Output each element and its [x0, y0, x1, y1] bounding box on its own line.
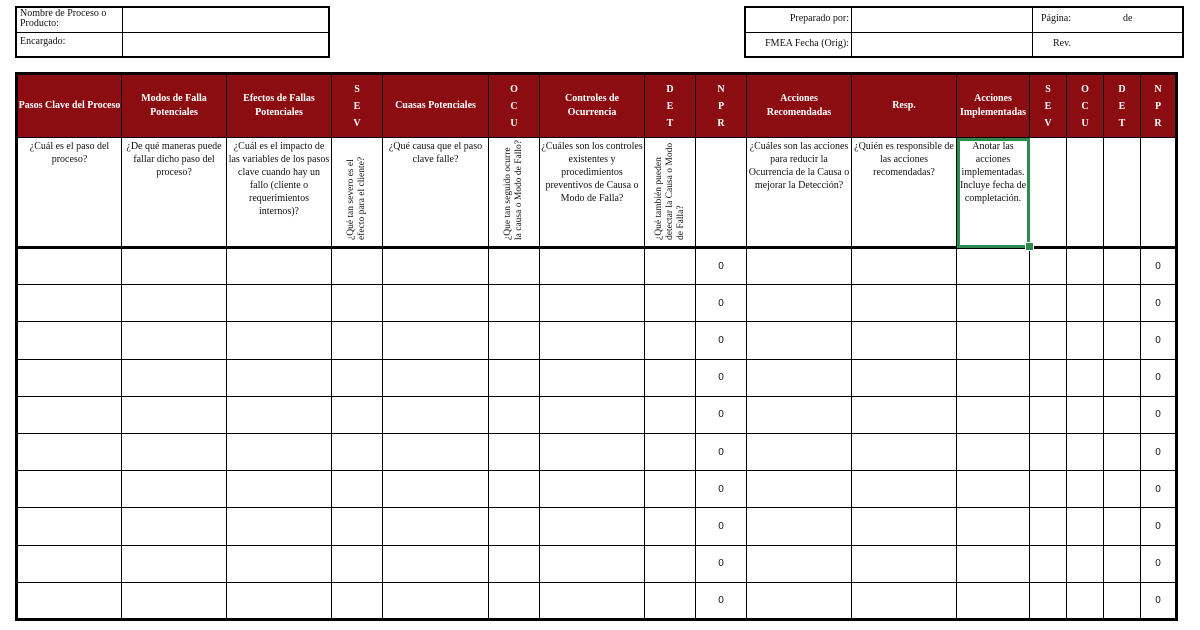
- prepared-by-cell[interactable]: [851, 8, 1033, 32]
- cell-implemented-action[interactable]: [957, 582, 1030, 619]
- cell-recommended-action[interactable]: [747, 248, 852, 285]
- table-row: [17, 396, 1177, 433]
- cell-severity[interactable]: [332, 285, 383, 322]
- cell-rpn[interactable]: 0: [696, 471, 747, 508]
- cell-detection-2[interactable]: [1104, 322, 1141, 359]
- cell-failure-effect[interactable]: [227, 545, 332, 582]
- table-row: [17, 248, 1177, 285]
- guide-rpn-2[interactable]: [1141, 138, 1177, 248]
- header-row: [17, 74, 1177, 138]
- col-header-detection-2[interactable]: D E T: [1104, 74, 1141, 138]
- cell-detection[interactable]: [645, 396, 696, 433]
- cell-responsible[interactable]: [852, 396, 957, 433]
- fmea-date-label: FMEA Fecha (Orig):: [765, 38, 849, 49]
- cell-occurrence-2[interactable]: [1067, 359, 1104, 396]
- table-row: [17, 285, 1177, 322]
- data-rows: [17, 248, 1177, 620]
- cell-detection-2[interactable]: [1104, 545, 1141, 582]
- col-header-failure-effects[interactable]: Efectos de Fallas Potenciales: [227, 74, 332, 138]
- cell-severity[interactable]: [332, 359, 383, 396]
- fmea-date-cell[interactable]: [851, 33, 1033, 57]
- cell-occurrence-2[interactable]: [1067, 322, 1104, 359]
- cell-implemented-action[interactable]: [957, 508, 1030, 545]
- cell-rpn-2[interactable]: 0: [1141, 582, 1177, 619]
- cell-rpn[interactable]: 0: [696, 359, 747, 396]
- fill-handle[interactable]: [1025, 242, 1034, 251]
- cell-recommended-action[interactable]: [747, 471, 852, 508]
- cell-rpn[interactable]: 0: [696, 396, 747, 433]
- cell-cause[interactable]: [383, 359, 489, 396]
- cell-cause[interactable]: [383, 471, 489, 508]
- cell-detection-2[interactable]: [1104, 359, 1141, 396]
- cell-occurrence-2[interactable]: [1067, 433, 1104, 470]
- cell-control[interactable]: [540, 322, 645, 359]
- cell-occurrence[interactable]: [489, 433, 540, 470]
- cell-detection-2[interactable]: [1104, 248, 1141, 285]
- guide-implemented-actions[interactable]: [957, 138, 1030, 248]
- cell-recommended-action[interactable]: [747, 396, 852, 433]
- guide-severity-2[interactable]: [1030, 138, 1067, 248]
- col-header-recommended-actions[interactable]: Acciones Recomendadas: [747, 74, 852, 138]
- guide-detection[interactable]: [645, 138, 696, 248]
- cell-rpn[interactable]: 0: [696, 582, 747, 619]
- cell-process-step[interactable]: [17, 359, 122, 396]
- cell-process-step[interactable]: [17, 582, 122, 619]
- cell-failure-mode[interactable]: [122, 508, 227, 545]
- cell-cause[interactable]: [383, 508, 489, 545]
- cell-failure-mode[interactable]: [122, 322, 227, 359]
- cell-responsible[interactable]: [852, 248, 957, 285]
- cell-responsible[interactable]: [852, 582, 957, 619]
- cell-implemented-action[interactable]: [957, 396, 1030, 433]
- cell-detection[interactable]: [645, 248, 696, 285]
- fmea-table: [15, 72, 1178, 621]
- cell-responsible[interactable]: [852, 359, 957, 396]
- guide-occurrence-2[interactable]: [1067, 138, 1104, 248]
- cell-control[interactable]: [540, 359, 645, 396]
- cell-occurrence-2[interactable]: [1067, 248, 1104, 285]
- cell-cause[interactable]: [383, 322, 489, 359]
- cell-severity-2[interactable]: [1030, 322, 1067, 359]
- cell-severity[interactable]: [332, 322, 383, 359]
- guide-responsible[interactable]: ¿Quién es responsible de las acciones recomendadas?: [852, 138, 957, 248]
- cell-responsible[interactable]: [852, 471, 957, 508]
- cell-rpn[interactable]: 0: [696, 322, 747, 359]
- cell-cause[interactable]: [383, 582, 489, 619]
- cell-severity-2[interactable]: [1030, 545, 1067, 582]
- cell-responsible[interactable]: [852, 433, 957, 470]
- cell-occurrence[interactable]: [489, 545, 540, 582]
- cell-implemented-action[interactable]: [957, 359, 1030, 396]
- cell-failure-mode[interactable]: [122, 433, 227, 470]
- cell-severity[interactable]: [332, 433, 383, 470]
- guide-implemented-text: Anotar las acciones implementadas. Incluye fecha de completación.: [959, 141, 1027, 204]
- table-row: [17, 322, 1177, 359]
- cell-responsible[interactable]: [852, 508, 957, 545]
- cell-control[interactable]: [540, 545, 645, 582]
- cell-cause[interactable]: [383, 285, 489, 322]
- page-cell[interactable]: [1033, 8, 1182, 32]
- cell-rpn[interactable]: 0: [696, 508, 747, 545]
- cell-occurrence-2[interactable]: [1067, 582, 1104, 619]
- cell-severity-2[interactable]: [1030, 582, 1067, 619]
- cell-detection[interactable]: [645, 285, 696, 322]
- cell-occurrence-2[interactable]: [1067, 508, 1104, 545]
- cell-failure-effect[interactable]: [227, 322, 332, 359]
- guide-occurrence-text: ¿Que tan seguido ocurre la causa o Modo de Fallo?: [503, 140, 524, 240]
- page-label: Página:: [1041, 13, 1071, 24]
- cell-implemented-action[interactable]: [957, 433, 1030, 470]
- cell-rpn-2[interactable]: 0: [1141, 248, 1177, 285]
- cell-occurrence-2[interactable]: [1067, 471, 1104, 508]
- cell-control[interactable]: [540, 471, 645, 508]
- cell-recommended-action[interactable]: [747, 582, 852, 619]
- cell-recommended-action[interactable]: [747, 322, 852, 359]
- cell-control[interactable]: [540, 285, 645, 322]
- cell-cause[interactable]: [383, 545, 489, 582]
- cell-detection-2[interactable]: [1104, 285, 1141, 322]
- revision-cell[interactable]: [1033, 33, 1182, 57]
- cell-severity[interactable]: [332, 396, 383, 433]
- table-row: [17, 508, 1177, 545]
- cell-rpn[interactable]: 0: [696, 248, 747, 285]
- cell-detection-2[interactable]: [1104, 471, 1141, 508]
- cell-occurrence[interactable]: [489, 508, 540, 545]
- cell-control[interactable]: [540, 433, 645, 470]
- cell-failure-effect[interactable]: [227, 508, 332, 545]
- col-header-process-step[interactable]: Pasos Clave del Proceso: [17, 74, 122, 138]
- cell-severity[interactable]: [332, 508, 383, 545]
- table-row: [17, 545, 1177, 582]
- cell-failure-effect[interactable]: [227, 359, 332, 396]
- cell-process-step[interactable]: [17, 285, 122, 322]
- cell-responsible[interactable]: [852, 322, 957, 359]
- cell-recommended-action[interactable]: [747, 545, 852, 582]
- cell-rpn-2[interactable]: 0: [1141, 508, 1177, 545]
- guide-severity-text: ¿Qué tan severo es el efecto para el cliente?: [346, 156, 367, 240]
- cell-detection[interactable]: [645, 545, 696, 582]
- cell-rpn[interactable]: 0: [696, 433, 747, 470]
- cell-rpn-2[interactable]: 0: [1141, 471, 1177, 508]
- col-header-occurrence-2[interactable]: O C U: [1067, 74, 1104, 138]
- table-row: [17, 433, 1177, 470]
- cell-rpn-2[interactable]: 0: [1141, 285, 1177, 322]
- cell-detection[interactable]: [645, 322, 696, 359]
- cell-cause[interactable]: [383, 396, 489, 433]
- cell-process-step[interactable]: [17, 471, 122, 508]
- cell-process-step[interactable]: [17, 545, 122, 582]
- cell-occurrence[interactable]: [489, 359, 540, 396]
- cell-occurrence[interactable]: [489, 322, 540, 359]
- cell-control[interactable]: [540, 248, 645, 285]
- col-header-severity[interactable]: S E V: [332, 74, 383, 138]
- col-header-rpn-2[interactable]: N P R: [1141, 74, 1177, 138]
- cell-failure-mode[interactable]: [122, 582, 227, 619]
- cell-rpn-2[interactable]: 0: [1141, 433, 1177, 470]
- cell-failure-mode[interactable]: [122, 359, 227, 396]
- cell-severity[interactable]: [332, 545, 383, 582]
- cell-detection[interactable]: [645, 582, 696, 619]
- cell-failure-mode[interactable]: [122, 471, 227, 508]
- cell-rpn-2[interactable]: 0: [1141, 396, 1177, 433]
- document-info-box: [744, 6, 1184, 58]
- col-header-responsible[interactable]: Resp.: [852, 74, 957, 138]
- cell-detection-2[interactable]: [1104, 396, 1141, 433]
- cell-detection-2[interactable]: [1104, 433, 1141, 470]
- cell-implemented-action[interactable]: [957, 471, 1030, 508]
- owner-label: Encargado:: [20, 36, 66, 47]
- process-name-label: Nombre de Proceso o Producto:: [20, 8, 107, 29]
- process-name-cell[interactable]: [122, 8, 328, 32]
- col-header-occurrence[interactable]: O C U: [489, 74, 540, 138]
- cell-failure-effect[interactable]: [227, 471, 332, 508]
- cell-recommended-action[interactable]: [747, 433, 852, 470]
- cell-occurrence[interactable]: [489, 396, 540, 433]
- cell-responsible[interactable]: [852, 285, 957, 322]
- cell-failure-effect[interactable]: [227, 396, 332, 433]
- cell-implemented-action[interactable]: [957, 322, 1030, 359]
- page-of-label: de: [1123, 13, 1133, 24]
- guide-detection-text: ¿Qué también pueden detectar la Causa o Modo de Falla?: [653, 142, 686, 240]
- cell-occurrence-2[interactable]: [1067, 285, 1104, 322]
- cell-occurrence[interactable]: [489, 285, 540, 322]
- table-row: [17, 359, 1177, 396]
- cell-failure-mode[interactable]: [122, 396, 227, 433]
- cell-failure-effect[interactable]: [227, 433, 332, 470]
- cell-recommended-action[interactable]: [747, 285, 852, 322]
- cell-severity-2[interactable]: [1030, 248, 1067, 285]
- cell-process-step[interactable]: [17, 508, 122, 545]
- cell-severity[interactable]: [332, 248, 383, 285]
- guide-causes[interactable]: ¿Qué causa que el paso clave falle?: [383, 138, 489, 248]
- col-header-controls[interactable]: Controles de Ocurrencia: [540, 74, 645, 138]
- cell-detection[interactable]: [645, 433, 696, 470]
- table-row: [17, 471, 1177, 508]
- cell-rpn[interactable]: 0: [696, 285, 747, 322]
- cell-detection[interactable]: [645, 359, 696, 396]
- cell-implemented-action[interactable]: [957, 285, 1030, 322]
- cell-implemented-action[interactable]: [957, 248, 1030, 285]
- cell-failure-mode[interactable]: [122, 545, 227, 582]
- cell-rpn[interactable]: 0: [696, 545, 747, 582]
- cell-severity-2[interactable]: [1030, 285, 1067, 322]
- cell-severity-2[interactable]: [1030, 396, 1067, 433]
- cell-failure-mode[interactable]: [122, 285, 227, 322]
- cell-control[interactable]: [540, 582, 645, 619]
- cell-rpn-2[interactable]: 0: [1141, 545, 1177, 582]
- cell-cause[interactable]: [383, 433, 489, 470]
- cell-occurrence[interactable]: [489, 471, 540, 508]
- cell-responsible[interactable]: [852, 545, 957, 582]
- cell-detection[interactable]: [645, 471, 696, 508]
- cell-occurrence-2[interactable]: [1067, 545, 1104, 582]
- cell-rpn-2[interactable]: 0: [1141, 359, 1177, 396]
- cell-cause[interactable]: [383, 248, 489, 285]
- guide-failure-modes[interactable]: ¿De qué maneras puede fallar dicho paso del proceso?: [122, 138, 227, 248]
- guide-detection-2[interactable]: [1104, 138, 1141, 248]
- guide-failure-effects[interactable]: ¿Cuál es el impacto de las variables de los pasos clave cuando hay un fallo (cliente o requerimientos internos)?: [227, 138, 332, 248]
- col-header-detection[interactable]: D E T: [645, 74, 696, 138]
- cell-occurrence-2[interactable]: [1067, 396, 1104, 433]
- cell-control[interactable]: [540, 396, 645, 433]
- col-header-causes[interactable]: Cuasas Potenciales: [383, 74, 489, 138]
- cell-rpn-2[interactable]: 0: [1141, 322, 1177, 359]
- cell-occurrence[interactable]: [489, 582, 540, 619]
- cell-detection-2[interactable]: [1104, 508, 1141, 545]
- cell-process-step[interactable]: [17, 248, 122, 285]
- guide-rpn[interactable]: [696, 138, 747, 248]
- cell-recommended-action[interactable]: [747, 359, 852, 396]
- cell-occurrence[interactable]: [489, 248, 540, 285]
- cell-process-step[interactable]: [17, 396, 122, 433]
- guide-occurrence[interactable]: [489, 138, 540, 248]
- cell-severity-2[interactable]: [1030, 359, 1067, 396]
- col-header-implemented-actions[interactable]: Acciones Implementadas: [957, 74, 1030, 138]
- cell-severity[interactable]: [332, 471, 383, 508]
- prepared-by-label: Preparado por:: [789, 13, 849, 24]
- cell-failure-effect[interactable]: [227, 285, 332, 322]
- cell-failure-effect[interactable]: [227, 582, 332, 619]
- guide-severity[interactable]: [332, 138, 383, 248]
- cell-severity-2[interactable]: [1030, 508, 1067, 545]
- cell-severity[interactable]: [332, 582, 383, 619]
- cell-detection-2[interactable]: [1104, 582, 1141, 619]
- cell-process-step[interactable]: [17, 433, 122, 470]
- cell-failure-mode[interactable]: [122, 248, 227, 285]
- cell-failure-effect[interactable]: [227, 248, 332, 285]
- col-header-failure-modes[interactable]: Modos de Falla Potenciales: [122, 74, 227, 138]
- process-info-box: [15, 6, 330, 58]
- col-header-severity-2[interactable]: S E V: [1030, 74, 1067, 138]
- table-row: [17, 582, 1177, 619]
- guide-process-step[interactable]: ¿Cuál es el paso del proceso?: [17, 138, 122, 248]
- guide-controls[interactable]: ¿Cuáles son los controles existentes y procedimientos preventivos de Causa o Modo de Falla?: [540, 138, 645, 248]
- col-header-rpn[interactable]: N P R: [696, 74, 747, 138]
- owner-cell[interactable]: [122, 33, 328, 57]
- cell-severity-2[interactable]: [1030, 433, 1067, 470]
- cell-severity-2[interactable]: [1030, 471, 1067, 508]
- cell-process-step[interactable]: [17, 322, 122, 359]
- revision-label: Rev.: [1053, 38, 1071, 49]
- guide-recommended-actions[interactable]: ¿Cuáles son las acciones para reducir la Ocurrencia de la Causa o mejorar la Detección?: [747, 138, 852, 248]
- cell-recommended-action[interactable]: [747, 508, 852, 545]
- cell-implemented-action[interactable]: [957, 545, 1030, 582]
- cell-detection[interactable]: [645, 508, 696, 545]
- guidance-row: [17, 138, 1177, 248]
- cell-control[interactable]: [540, 508, 645, 545]
